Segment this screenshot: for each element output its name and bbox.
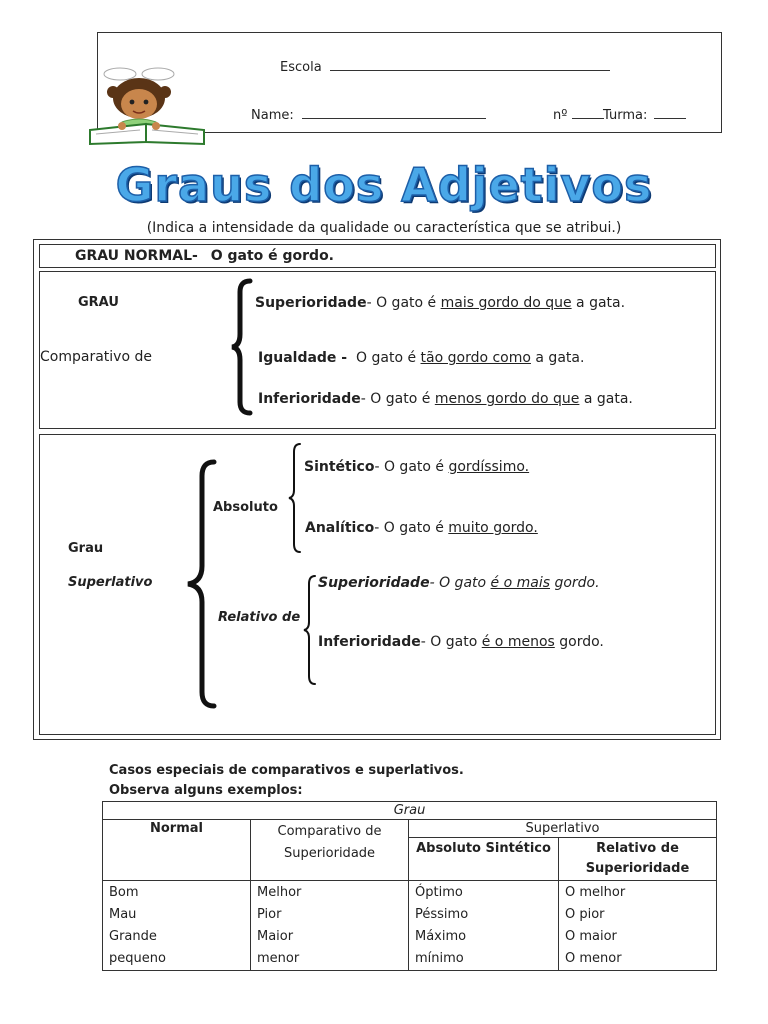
cell: O menor xyxy=(559,948,717,971)
sup-anal-type: Analítico xyxy=(305,520,375,536)
table-row xyxy=(103,926,717,948)
comparativo-igualdade xyxy=(258,350,584,366)
cell: Óptimo xyxy=(409,881,559,905)
th-relativo: Relativo de Superioridade xyxy=(559,838,717,881)
girl-reading-illustration xyxy=(86,66,210,148)
comp-inf-underlined: menos gordo do que xyxy=(434,391,580,407)
sup-relsup-pre: O gato xyxy=(434,575,491,591)
superlativo-sintetico xyxy=(304,459,529,475)
table-row xyxy=(103,881,717,905)
escola-label: Escola xyxy=(280,60,322,75)
comp-ig-post: a gata. xyxy=(530,350,585,366)
th-grau: Grau xyxy=(103,802,717,820)
numero-field[interactable] xyxy=(553,106,604,123)
comp-sup-pre: O gato é xyxy=(371,295,441,311)
sup-sint-type: Sintético xyxy=(304,459,375,475)
comp-ig-underlined: tão gordo como xyxy=(420,350,531,366)
cell: mínimo xyxy=(409,948,559,971)
grau-normal-text xyxy=(75,248,334,264)
th-normal: Normal xyxy=(103,820,251,881)
superlativo-rel-inferioridade xyxy=(318,634,604,650)
cell: Mau xyxy=(103,904,251,926)
numero-label: nº xyxy=(553,108,568,123)
cell: Maior xyxy=(251,926,409,948)
sup-relsup-underlined: é o mais xyxy=(490,575,551,591)
cell: Bom xyxy=(103,881,251,905)
cell: Pior xyxy=(251,904,409,926)
sup-relsup-post: gordo. xyxy=(550,575,600,591)
comp-ig-pre: O gato é xyxy=(347,350,421,366)
sup-relsup-type: Superioridade xyxy=(318,575,430,591)
sup-anal-pre: O gato é xyxy=(379,520,449,536)
comp-sup-post: a gata. xyxy=(571,295,626,311)
th-absoluto: Absoluto Sintético xyxy=(409,838,559,881)
sup-sint-underlined: gordíssimo. xyxy=(448,459,530,475)
table-header-row-1 xyxy=(103,820,717,838)
turma-field[interactable] xyxy=(603,106,686,123)
name-field[interactable] xyxy=(251,106,486,123)
sup-relinf-sep: - xyxy=(420,634,426,650)
turma-label: Turma: xyxy=(603,108,648,123)
examples-table xyxy=(102,801,717,971)
table-row xyxy=(103,948,717,971)
relativo-brace-icon xyxy=(301,574,319,686)
comparativo-inferioridade xyxy=(258,391,633,407)
cell: O melhor xyxy=(559,881,717,905)
comparativo-brace-icon xyxy=(228,278,254,416)
grau-normal-example: O gato é gordo. xyxy=(210,248,335,264)
cell: O pior xyxy=(559,904,717,926)
sup-relinf-post: gordo. xyxy=(554,634,604,650)
sup-relsup-sep: - xyxy=(429,575,435,591)
sup-relinf-type: Inferioridade xyxy=(318,634,421,650)
page-subtitle: (Indica a intensidade da qualidade ou característica que se atribui.) xyxy=(146,220,622,236)
page-title: Graus dos Adjetivos xyxy=(115,158,653,212)
superlativo-rel-superioridade xyxy=(318,575,600,591)
comp-inf-sep: - xyxy=(360,391,366,407)
comp-inf-pre: O gato é xyxy=(365,391,435,407)
superlativo-label-grau: Grau xyxy=(68,541,104,556)
casos-line-1: Casos especiais de comparativos e superlativos. xyxy=(109,763,464,778)
comp-ig-type: Igualdade - xyxy=(258,350,348,366)
cell: Máximo xyxy=(409,926,559,948)
table-row xyxy=(103,904,717,926)
sup-anal-underlined: muito gordo. xyxy=(448,520,538,536)
superlativo-absoluto: Absoluto xyxy=(213,500,278,515)
cell: Grande xyxy=(103,926,251,948)
sup-relinf-underlined: é o menos xyxy=(481,634,555,650)
comp-sup-underlined: mais gordo do que xyxy=(440,295,572,311)
comp-sup-sep: - xyxy=(366,295,372,311)
grau-normal-label: GRAU NORMAL- xyxy=(75,248,198,264)
sup-relinf-pre: O gato xyxy=(425,634,482,650)
sup-anal-sep: - xyxy=(374,520,380,536)
cell: pequeno xyxy=(103,948,251,971)
name-label: Name: xyxy=(251,108,294,123)
superlativo-label: Superlativo xyxy=(68,575,153,590)
comp-sup-type: Superioridade xyxy=(255,295,367,311)
comp-inf-type: Inferioridade xyxy=(258,391,361,407)
sup-sint-sep: - xyxy=(374,459,380,475)
cell: O maior xyxy=(559,926,717,948)
th-comparativo: Comparativo de Superioridade xyxy=(251,820,409,881)
comparativo-label-de: Comparativo de xyxy=(40,349,152,365)
comparativo-superioridade xyxy=(255,295,625,311)
sup-sint-pre: O gato é xyxy=(379,459,449,475)
cell: menor xyxy=(251,948,409,971)
absoluto-brace-icon xyxy=(286,442,304,554)
th-superlativo: Superlativo xyxy=(409,820,717,838)
cell: Melhor xyxy=(251,881,409,905)
table-header-grau xyxy=(103,802,717,820)
superlativo-relativo: Relativo de xyxy=(218,610,301,625)
escola-field[interactable] xyxy=(280,58,610,75)
comparativo-label-grau: GRAU xyxy=(78,295,119,310)
superlativo-analitico xyxy=(305,520,538,536)
comp-inf-post: a gata. xyxy=(579,391,633,407)
superlativo-brace-icon xyxy=(180,458,220,712)
cell: Péssimo xyxy=(409,904,559,926)
casos-line-2: Observa alguns exemplos: xyxy=(109,783,303,798)
